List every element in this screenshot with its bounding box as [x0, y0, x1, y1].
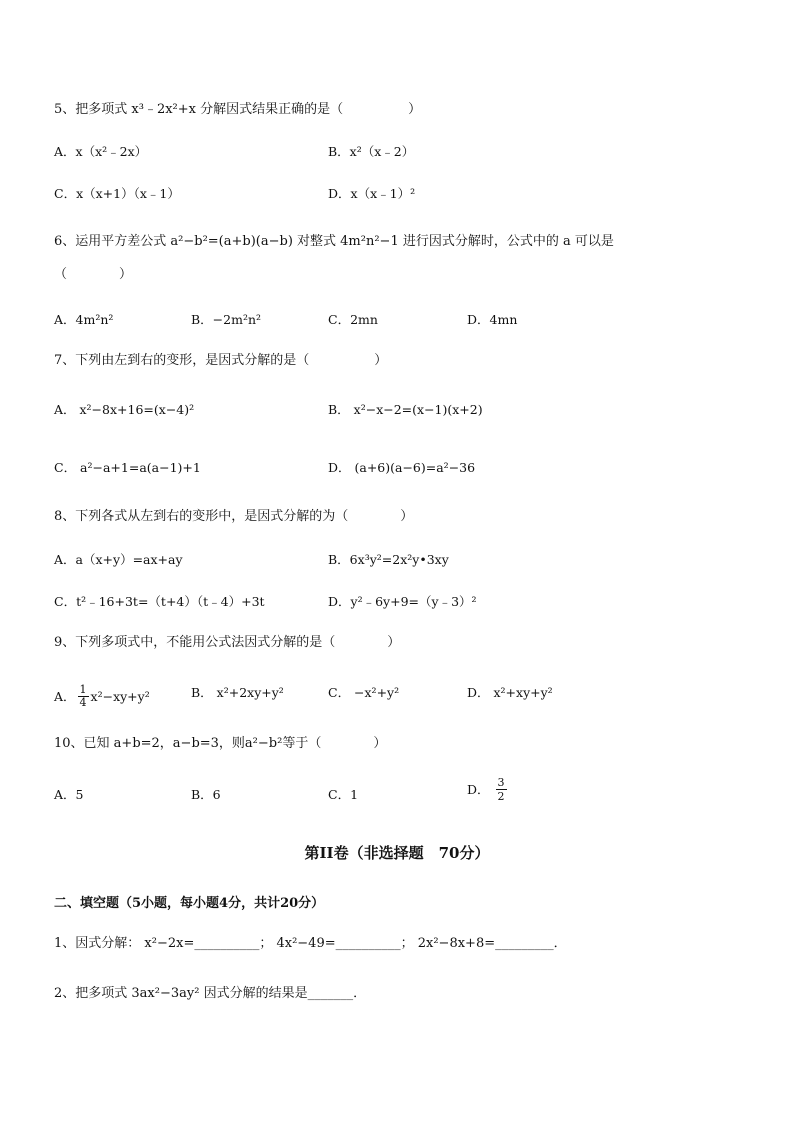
- q9-option-a[interactable]: [54, 684, 150, 709]
- q10-fraction-numerator: 3: [497, 776, 505, 789]
- q8-option-d[interactable]: D．y²﹣6y+9=（y﹣3）²: [328, 594, 477, 609]
- q9-stem: 9、下列多项式中，不能用公式法因式分解的是（ ）: [54, 635, 401, 650]
- q9-option-a-expr: x²−xy+y²: [90, 688, 150, 704]
- q10-option-a[interactable]: A．5: [54, 787, 84, 802]
- q5-stem: 5、把多项式 x³﹣2x²+x 分解因式结果正确的是（ ）: [54, 102, 422, 117]
- q8-option-b[interactable]: B．6x³y²=2x²y•3xy: [328, 552, 449, 567]
- q10-option-b[interactable]: B．6: [191, 787, 221, 802]
- q9-option-a-label: A．: [54, 688, 76, 704]
- q10-fraction-denominator: 2: [497, 790, 505, 803]
- q6-stem-continued: （ ）: [54, 267, 133, 282]
- q5-option-b[interactable]: B．x²（x﹣2）: [328, 144, 415, 159]
- q9-fraction-denominator: 4: [79, 696, 87, 709]
- fill-blank-2: 2、把多项式 3ax²−3ay² 因式分解的结果是_______．: [54, 986, 367, 1001]
- q9-option-c[interactable]: C． −x²+y²: [328, 685, 400, 700]
- fill-blank-1: 1、因式分解： x²−2x=__________； 4x²−49=__________； 2x²−8x+8=_________．: [54, 936, 567, 951]
- section-heading: 二、填空题（5小题，每小题4分，共计20分）: [54, 896, 325, 911]
- q8-option-a[interactable]: A．a（x+y）=ax+ay: [54, 552, 183, 567]
- q10-fraction: [496, 776, 507, 803]
- q7-option-a[interactable]: A． x²−8x+16=(x−4)²: [54, 402, 195, 417]
- q6-option-b[interactable]: B．−2m²n²: [191, 312, 262, 327]
- q9-fraction-numerator: 1: [79, 683, 87, 696]
- q10-option-c[interactable]: C．1: [328, 787, 359, 802]
- q6-option-d[interactable]: D．4mn: [467, 312, 518, 327]
- q5-option-d[interactable]: D．x（x﹣1）²: [328, 186, 416, 201]
- q6-stem: 6、运用平方差公式 a²−b²=(a+b)(a−b) 对整式 4m²n²−1 进行因式分解时，公式中的 a 可以是: [54, 234, 614, 249]
- q9-option-b[interactable]: B． x²+2xy+y²: [191, 685, 284, 700]
- q8-option-c[interactable]: C．t²﹣16+3t=（t+4）（t﹣4）+3t: [54, 594, 265, 609]
- q8-stem: 8、下列各式从左到右的变形中，是因式分解的为（ ）: [54, 509, 414, 524]
- q10-stem: 10、已知 a+b=2，a−b=3，则a²−b²等于（ ）: [54, 736, 387, 751]
- q10-option-d[interactable]: [467, 776, 507, 803]
- q5-option-a[interactable]: A．x（x²﹣2x）: [54, 144, 148, 159]
- q6-option-c[interactable]: C．2mn: [328, 312, 378, 327]
- part2-title: 第II卷（非选择题 70分）: [304, 844, 490, 862]
- q5-option-c[interactable]: C．x（x+1）（x﹣1）: [54, 186, 180, 201]
- q10-option-d-label: D．: [467, 781, 490, 797]
- q9-fraction: [78, 684, 89, 709]
- q7-stem: 7、下列由左到右的变形，是因式分解的是（ ）: [54, 353, 388, 368]
- q9-option-d[interactable]: D． x²+xy+y²: [467, 685, 553, 700]
- q7-option-d[interactable]: D． (a+6)(a−6)=a²−36: [328, 460, 476, 475]
- q6-option-a[interactable]: A．4m²n²: [54, 312, 114, 327]
- q7-option-c[interactable]: C． a²−a+1=a(a−1)+1: [54, 460, 201, 475]
- q7-option-b[interactable]: B． x²−x−2=(x−1)(x+2): [328, 402, 483, 417]
